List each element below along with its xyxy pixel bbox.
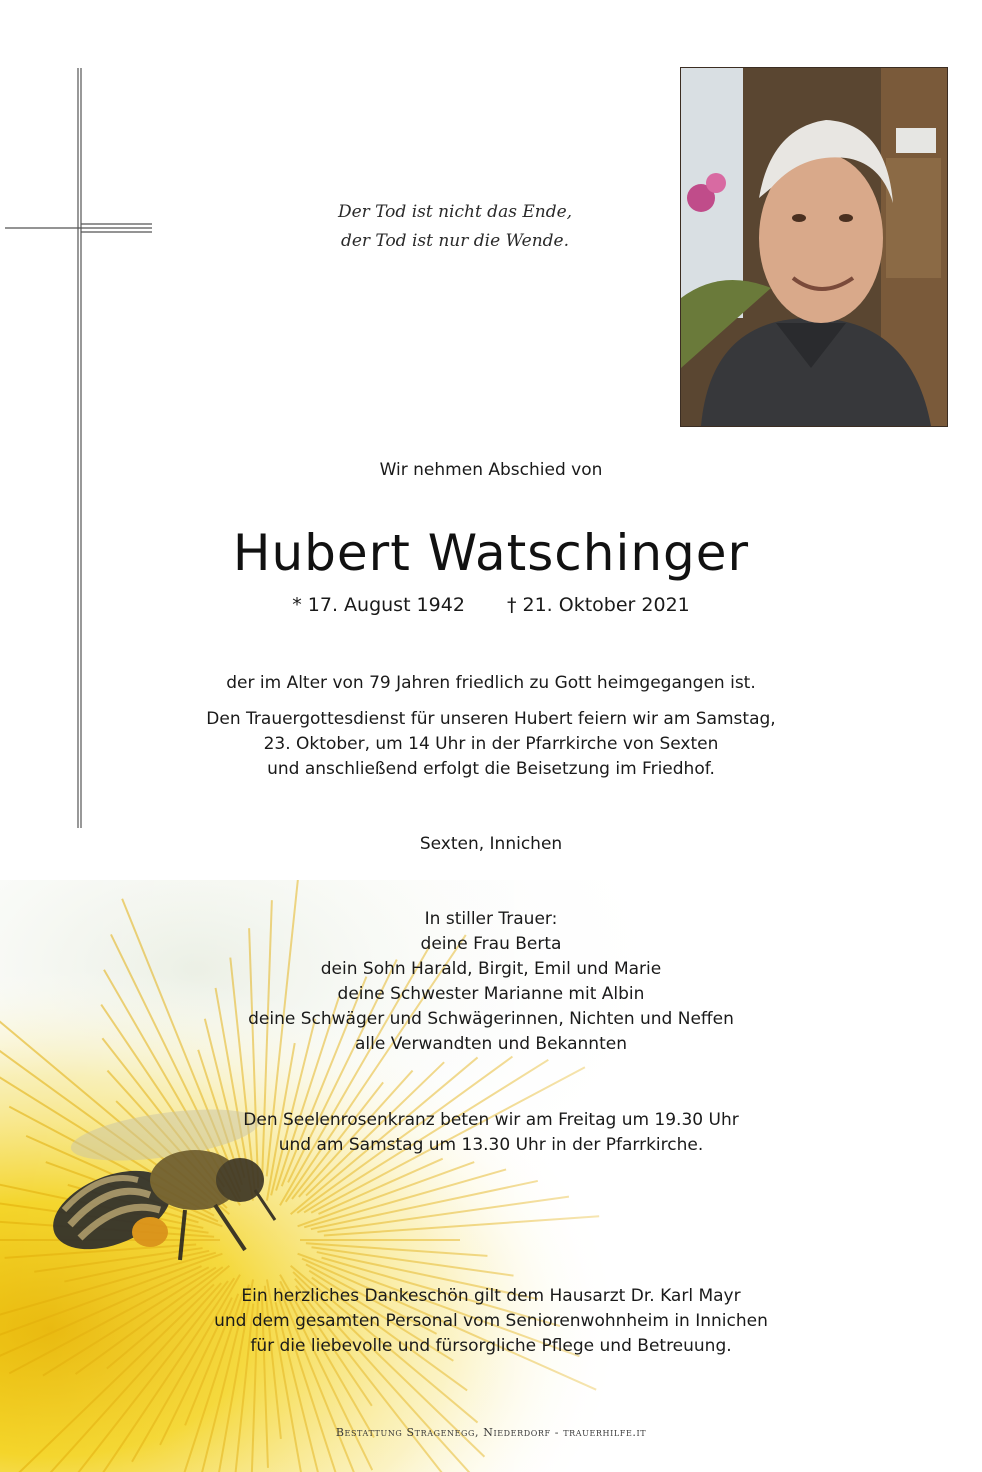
mourner-line: dein Sohn Harald, Birgit, Emil und Marie — [320, 959, 662, 979]
thanks-line: und dem gesamten Personal vom Seniorenwohnheim in Innichen — [214, 1311, 768, 1331]
age-text: der im Alter von 79 Jahren friedlich zu Gott heimgegangen ist. — [226, 673, 756, 693]
thanks-line: für die liebevolle und fürsorgliche Pflege und Betreuung. — [250, 1336, 732, 1356]
thanks-text — [0, 1284, 982, 1359]
mourner-line: deine Frau Berta — [420, 934, 562, 954]
service-line: 23. Oktober, um 14 Uhr in der Pfarrkirche von Sexten — [263, 734, 719, 754]
rosary-line: Den Seelenrosenkranz beten wir am Freitag um 19.30 Uhr — [243, 1110, 739, 1130]
rosary-line: und am Samstag um 13.30 Uhr in der Pfarrkirche. — [278, 1135, 704, 1155]
mourner-line: deine Schwester Marianne mit Albin — [337, 984, 645, 1004]
deceased-name: Hubert Watschinger — [232, 524, 750, 582]
mourner-line: alle Verwandten und Bekannten — [355, 1034, 627, 1054]
service-line: Den Trauergottesdienst für unseren Hubert feiern wir am Samstag, — [206, 709, 776, 729]
portrait-photo — [681, 68, 947, 426]
intro-text: Wir nehmen Abschied von — [379, 460, 603, 480]
rosary-info — [0, 1108, 982, 1158]
quote — [310, 198, 600, 256]
service-info — [0, 707, 982, 782]
birth-date: * 17. August 1942 — [292, 594, 465, 616]
undertaker-footer: Bestattung Stragenegg, Niederdorf - trauerhilfe.it — [335, 1426, 647, 1439]
quote-line: der Tod ist nur die Wende. — [340, 231, 570, 251]
mourners-list — [0, 907, 982, 1057]
thanks-line: Ein herzliches Dankeschön gilt dem Hausarzt Dr. Karl Mayr — [241, 1286, 741, 1306]
mourners-heading: In stiller Trauer: — [424, 909, 558, 929]
place-text: Sexten, Innichen — [419, 834, 563, 854]
death-date: † 21. Oktober 2021 — [506, 594, 690, 616]
service-line: und anschließend erfolgt die Beisetzung im Friedhof. — [267, 759, 715, 779]
mourner-line: deine Schwäger und Schwägerinnen, Nichten und Neffen — [248, 1009, 734, 1029]
life-dates — [0, 594, 982, 616]
quote-line: Der Tod ist nicht das Ende, — [337, 202, 573, 222]
